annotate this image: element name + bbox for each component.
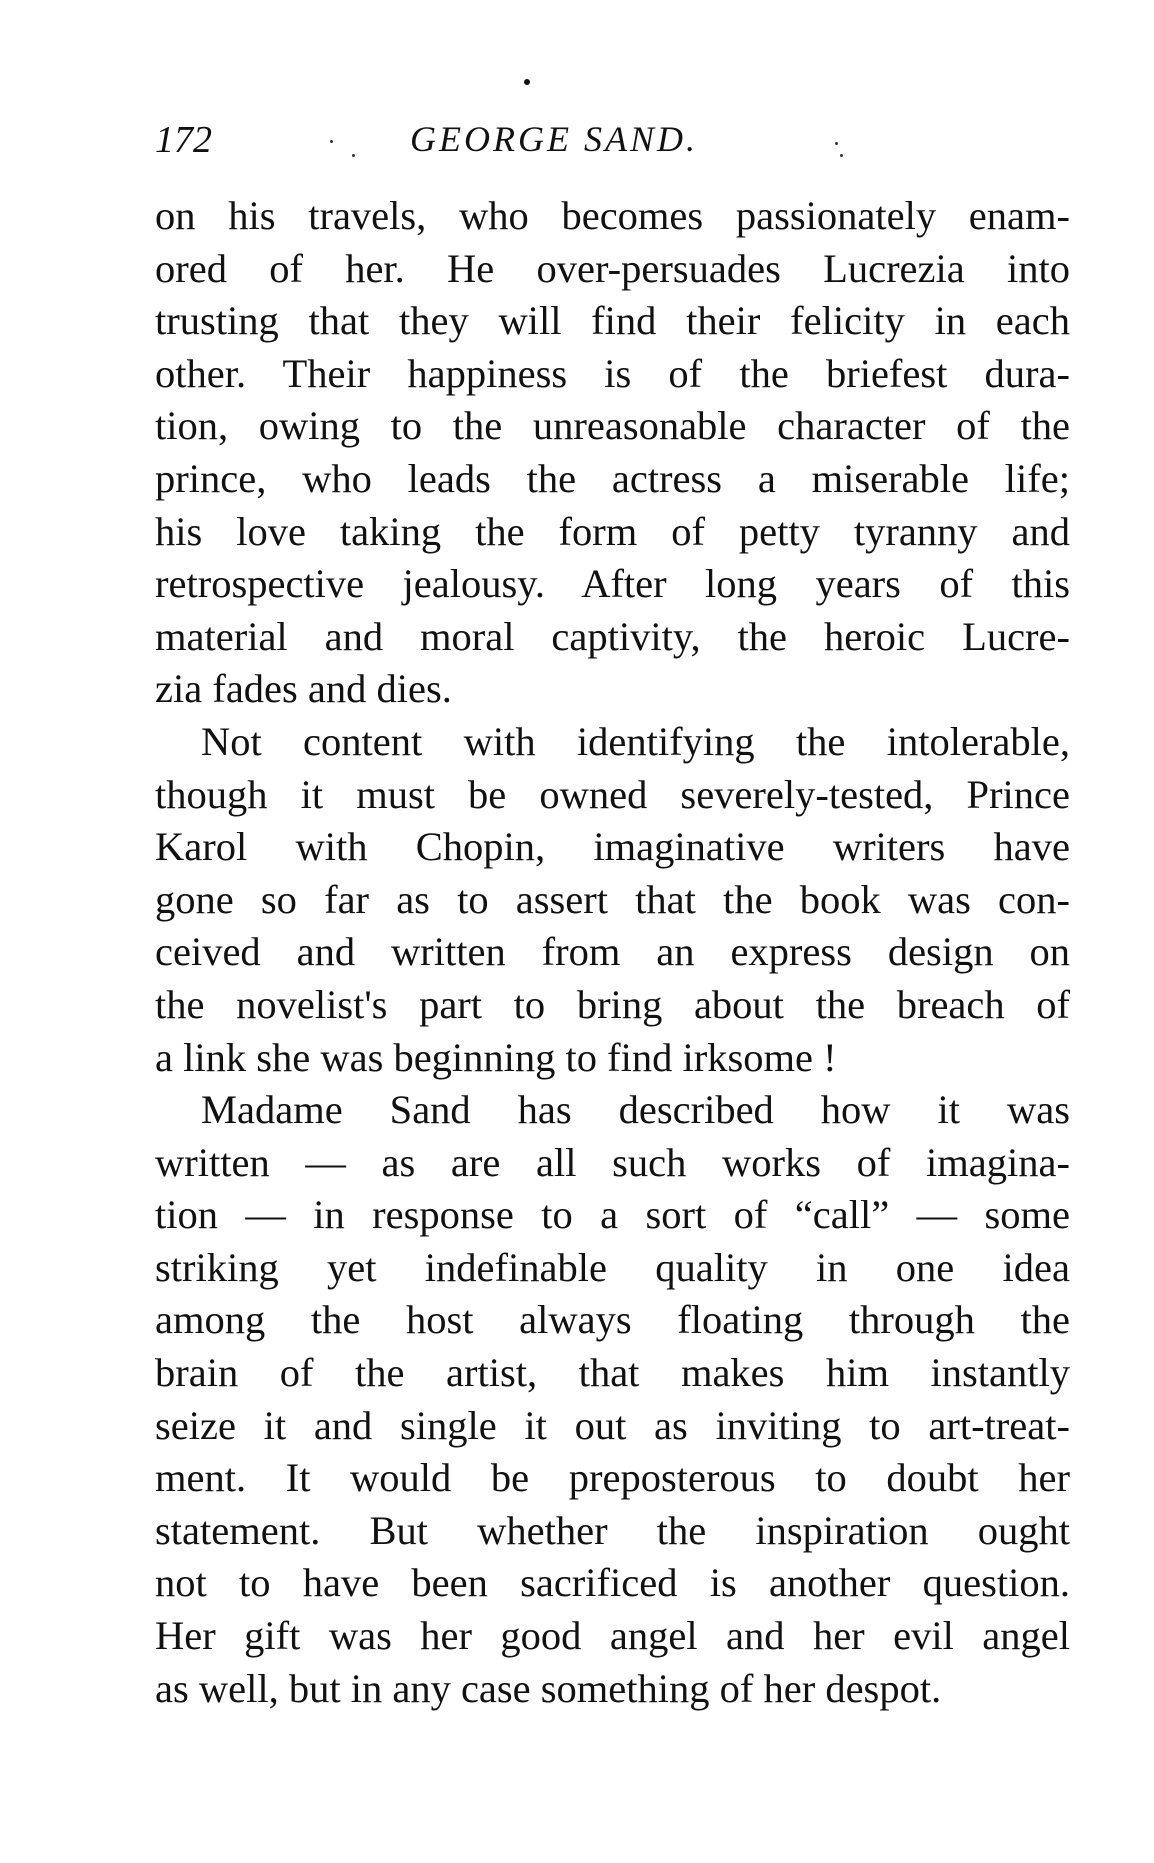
paragraph (155, 1084, 1070, 1715)
print-speck (330, 140, 333, 143)
paragraph (155, 190, 1070, 716)
text-line: zia fades and dies. (155, 666, 452, 712)
text-line: Not content with identifying the intolerable, (201, 718, 1070, 764)
text-line: tion, owing to the unreasonable character of the (155, 403, 1070, 449)
text-line: other. Their happiness is of the briefest dura- (155, 350, 1070, 396)
paragraph (155, 716, 1070, 1084)
text-line: ment. It would be preposterous to doubt her (155, 1455, 1070, 1501)
text-line: retrospective jealousy. After long years of this (155, 561, 1070, 607)
text-line: striking yet indefinable quality in one idea (155, 1244, 1070, 1290)
text-line: gone so far as to assert that the book was con- (155, 876, 1070, 922)
text-line: as well, but in any case something of her despot. (155, 1665, 942, 1711)
page-number: 172 (155, 119, 212, 161)
print-speck (352, 154, 355, 157)
text-line: not to have been sacrificed is another question. (155, 1560, 1070, 1606)
text-line: on his travels, who becomes passionately enam- (155, 193, 1070, 238)
text-line: the novelist's part to bring about the breach of (155, 981, 1070, 1027)
text-line: his love taking the form of petty tyranny and (155, 508, 1070, 554)
text-line: written — as are all such works of imagina- (155, 1139, 1070, 1185)
body-text (155, 190, 1070, 1715)
text-line: seize it and single it out as inviting to art-treat- (155, 1402, 1070, 1448)
text-line: Her gift was her good angel and her evil angel (155, 1613, 1070, 1659)
print-speck (524, 79, 530, 85)
text-line: among the host always floating through the (155, 1297, 1070, 1343)
text-line: tion — in response to a sort of “call” — some (155, 1192, 1070, 1238)
page-header (155, 118, 985, 168)
text-line: material and moral captivity, the heroic Lucre- (155, 613, 1070, 659)
text-line: ored of her. He over-persuades Lucrezia into (155, 245, 1070, 291)
text-line: though it must be owned severely-tested, Prince (155, 771, 1070, 817)
text-line: statement. But whether the inspiration ought (155, 1507, 1070, 1553)
print-speck (835, 142, 838, 145)
running-title: GEORGE SAND. (410, 119, 698, 159)
text-line: a link she was beginning to find irksome ! (155, 1034, 837, 1080)
text-line: ceived and written from an express design on (155, 929, 1070, 975)
text-line: brain of the artist, that makes him instantly (155, 1350, 1070, 1396)
text-line: trusting that they will find their felicity in each (155, 298, 1070, 344)
text-line: Karol with Chopin, imaginative writers have (155, 824, 1070, 870)
text-line: prince, who leads the actress a miserable life; (155, 455, 1070, 501)
print-speck (840, 154, 843, 157)
text-line: Madame Sand has described how it was (201, 1087, 1070, 1133)
